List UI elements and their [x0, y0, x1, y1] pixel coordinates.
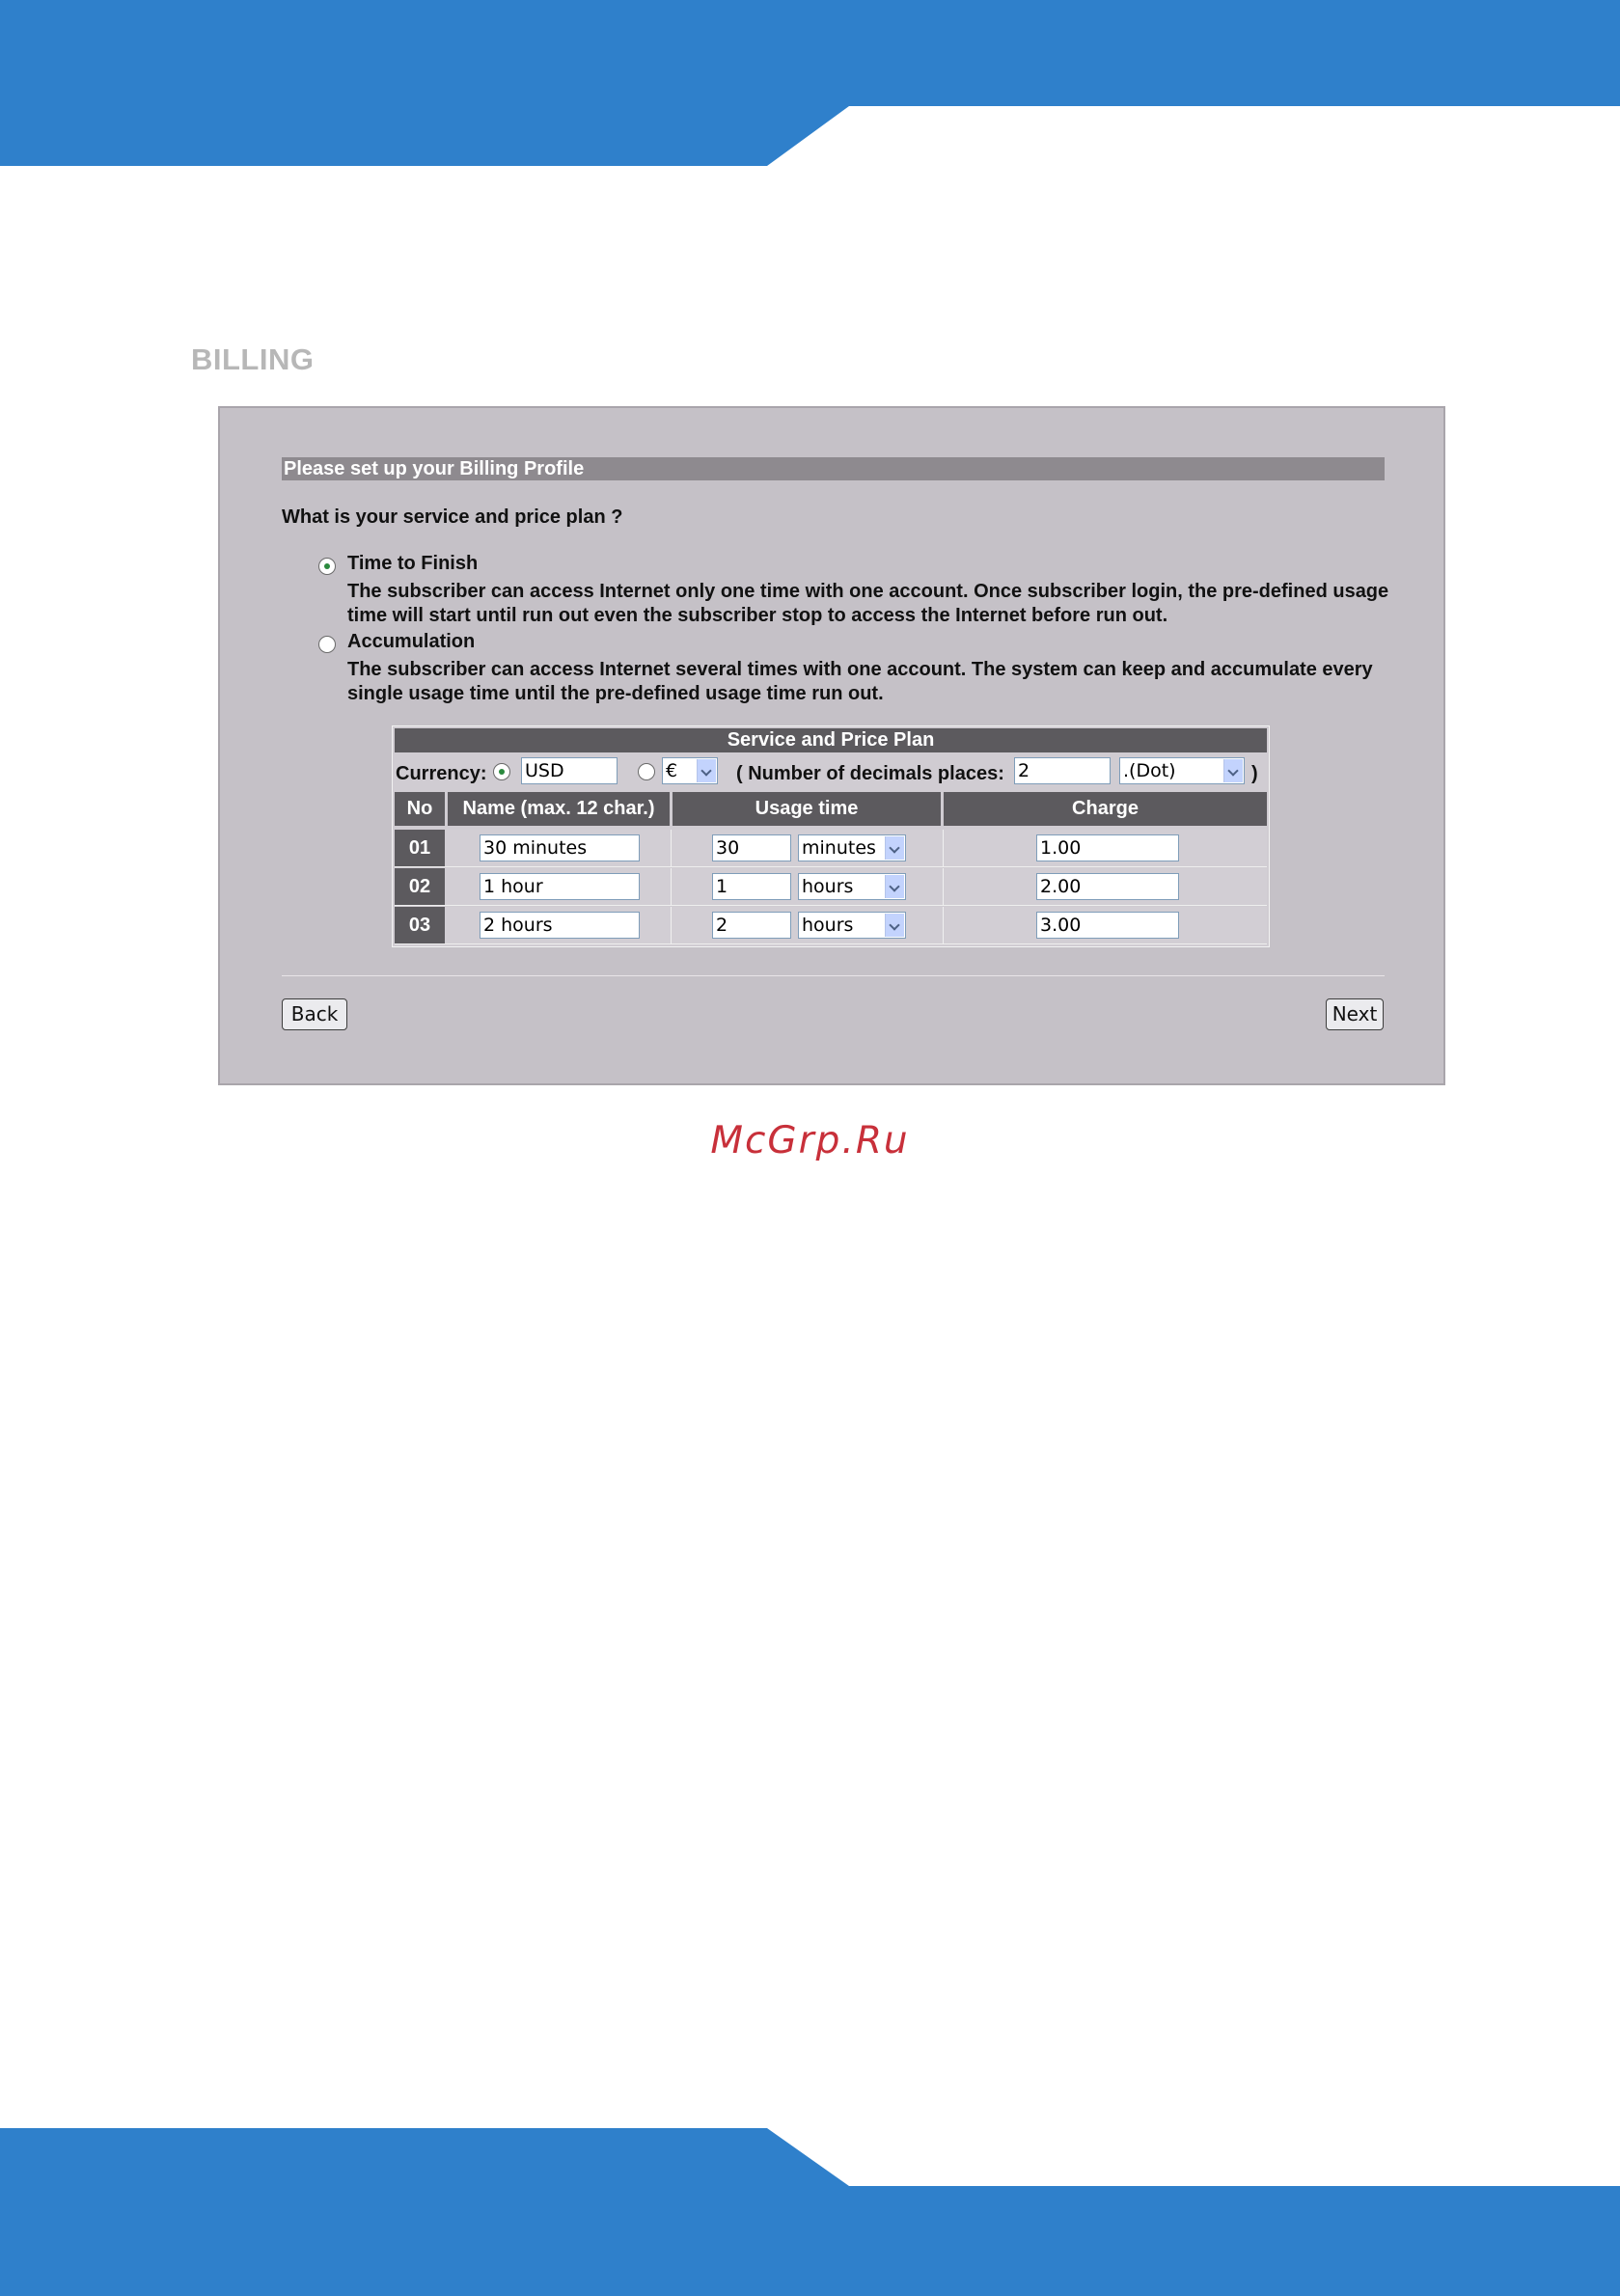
- chevron-down-icon[interactable]: [885, 875, 904, 898]
- currency-row: [395, 755, 1267, 786]
- usage-unit-value: hours: [802, 876, 854, 897]
- watermark-text: McGrp.Ru: [710, 1119, 910, 1162]
- charge-input[interactable]: 2.00: [1036, 873, 1179, 900]
- header-no: No: [395, 792, 445, 826]
- service-price-plan-table: [392, 725, 1270, 947]
- chevron-down-icon[interactable]: [885, 914, 904, 937]
- row-number: 02: [395, 868, 445, 905]
- charge-input[interactable]: 1.00: [1036, 834, 1179, 861]
- plan-name-input[interactable]: 1 hour: [480, 873, 640, 900]
- footer-divider: [282, 975, 1385, 976]
- currency-usd-radio[interactable]: [493, 763, 510, 780]
- row-number: 01: [395, 830, 445, 866]
- usage-amount-input[interactable]: 30: [712, 834, 791, 861]
- currency-usd-input[interactable]: USD: [521, 757, 618, 784]
- decimal-separator-select[interactable]: [1119, 757, 1245, 784]
- usage-unit-select[interactable]: [798, 834, 906, 861]
- currency-euro-radio[interactable]: [638, 763, 655, 780]
- plan-name-input[interactable]: 2 hours: [480, 912, 640, 939]
- accumulation-description: The subscriber can access Internet several times with one account. The system can keep and accumulate every single usage time until the pre-defined usage time run out.: [347, 659, 1373, 704]
- accumulation-radio[interactable]: [318, 636, 336, 653]
- back-button[interactable]: Back: [282, 998, 347, 1030]
- billing-wizard-panel: [218, 406, 1445, 1085]
- plan-table-title: Service and Price Plan: [395, 728, 1267, 752]
- currency-euro-select[interactable]: [662, 757, 718, 784]
- table-row: [395, 830, 1267, 867]
- usage-unit-select[interactable]: [798, 873, 906, 900]
- row-number: 03: [395, 907, 445, 943]
- usage-amount-input[interactable]: 2: [712, 912, 791, 939]
- plan-name-input[interactable]: 30 minutes: [480, 834, 640, 861]
- plan-question: What is your service and price plan ?: [282, 506, 623, 528]
- decimal-separator-value: .(Dot): [1123, 760, 1176, 781]
- chevron-down-icon[interactable]: [697, 759, 716, 782]
- bottom-brand-band: [0, 2128, 1620, 2296]
- chevron-down-icon[interactable]: [1223, 759, 1243, 782]
- usage-unit-value: minutes: [802, 837, 876, 859]
- usage-unit-select[interactable]: [798, 912, 906, 939]
- table-row: [395, 868, 1267, 906]
- decimals-input[interactable]: 2: [1014, 757, 1111, 784]
- charge-input[interactable]: 3.00: [1036, 912, 1179, 939]
- time-to-finish-description: The subscriber can access Internet only one time with one account. Once subscriber login, the pre-defined usage time will start until run out even the subscriber stop to access the Internet before run out.: [347, 581, 1389, 626]
- header-charge: Charge: [944, 792, 1267, 826]
- decimals-close-paren: ): [1251, 763, 1258, 784]
- accumulation-label: Accumulation: [347, 631, 476, 652]
- table-row: [395, 907, 1267, 944]
- usage-amount-input[interactable]: 1: [712, 873, 791, 900]
- currency-euro-value: €: [666, 760, 678, 781]
- page-title: BILLING: [191, 342, 315, 376]
- top-brand-band: [0, 0, 1620, 166]
- usage-unit-value: hours: [802, 915, 854, 936]
- decimals-label: ( Number of decimals places:: [736, 763, 1004, 784]
- header-usage-time: Usage time: [673, 792, 941, 826]
- time-to-finish-radio[interactable]: [318, 558, 336, 575]
- header-name: Name (max. 12 char.): [448, 792, 670, 826]
- currency-label: Currency:: [396, 763, 487, 784]
- next-button[interactable]: Next: [1326, 998, 1384, 1030]
- profile-title-bar: Please set up your Billing Profile: [282, 457, 1385, 480]
- time-to-finish-label: Time to Finish: [347, 553, 479, 574]
- chevron-down-icon[interactable]: [885, 836, 904, 860]
